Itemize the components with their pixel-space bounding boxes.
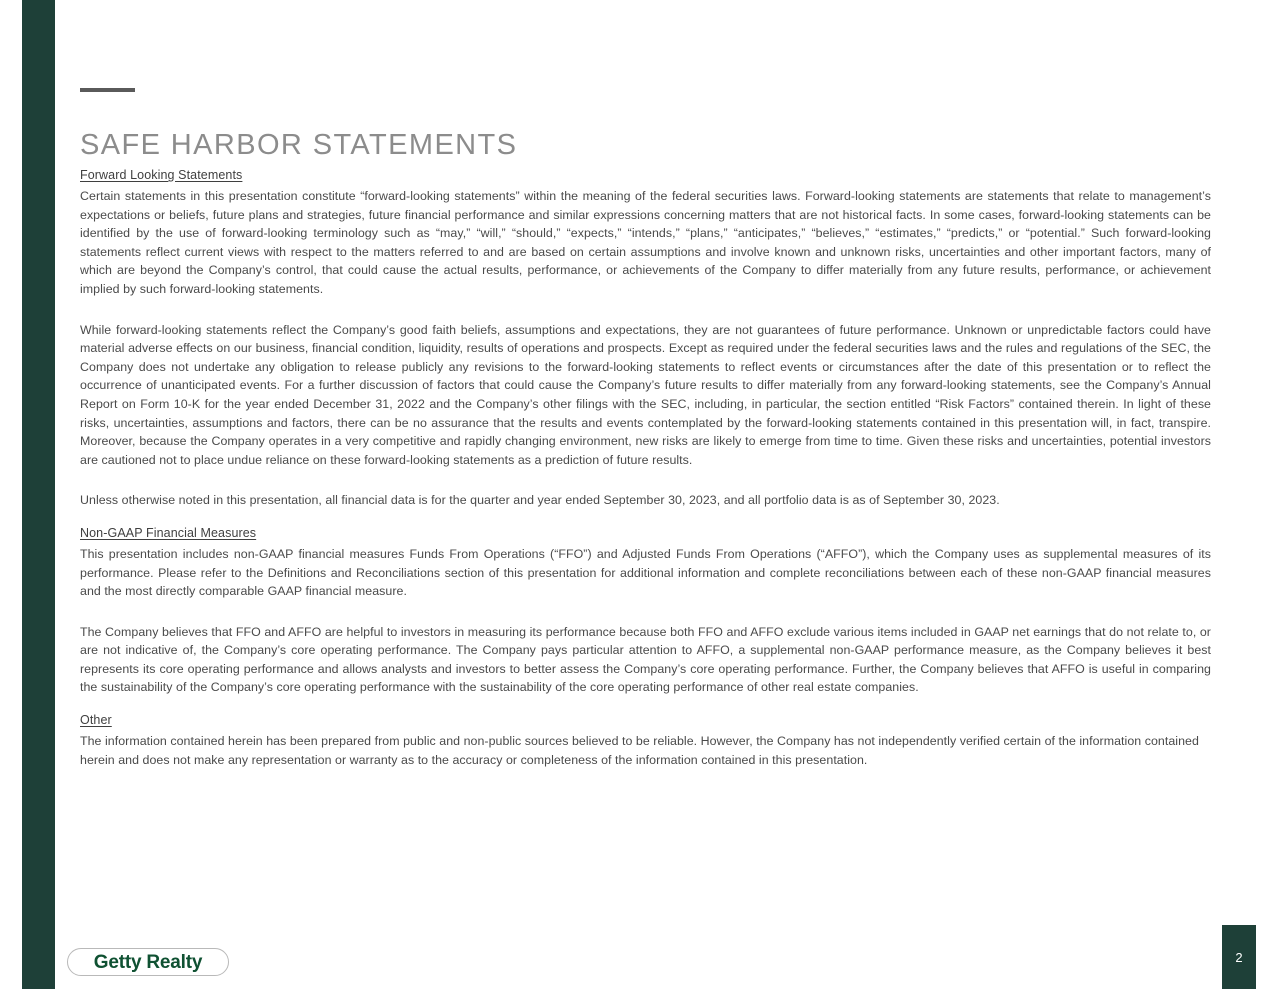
- section-non-gaap-financial-measures: [80, 526, 1211, 697]
- page-number-badge: [1222, 925, 1256, 989]
- left-accent-bar: [22, 0, 55, 989]
- forward-looking-paragraph-3: Unless otherwise noted in this presentation, all financial data is for the quarter and year ended September 30, 2023, and all portfolio data is as of September 30, 2023.: [80, 493, 1000, 508]
- page-title: SAFE HARBOR STATEMENTS: [80, 129, 518, 162]
- section-heading-other: Other: [80, 713, 112, 728]
- forward-looking-paragraph-2: While forward-looking statements reflect the Company’s good faith beliefs, assumptions and expectations, they are not guarantees of future performance. Unknown or unpredictable factors could have material adverse effects on our business, financial condition, liquidity, results of operations and prospects. Except as required under the federal securities laws and the rules and regulations of the SEC, the Company does not undertake any obligation to release publicly any revisions to the forward-looking statements to reflect events or circumstances after the date of this presentation or to reflect the occurrence of unanticipated events. For a further discussion of factors that could cause the Company’s future results to differ materially from any forward-looking statements, see the Company’s Annual Report on Form 10-K for the year ended December 31, 2022 and the Company’s other filings with the SEC, including, in particular, the section entitled “Risk Factors” contained therein. In light of these risks, uncertainties, assumptions and factors, there can be no assurance that the results and events contemplated by the forward-looking statements contained in this presentation will, in fact, transpire. Moreover, because the Company operates in a very competitive and rapidly changing environment, new risks are likely to emerge from time to time. Given these risks and uncertainties, potential investors are cautioned not to place undue reliance on these forward-looking statements as a prediction of future results.: [80, 322, 1211, 467]
- getty-realty-logo: [67, 948, 229, 976]
- page-number: 2: [1235, 949, 1243, 965]
- section-heading-non-gaap: Non-GAAP Financial Measures: [80, 525, 257, 540]
- forward-looking-paragraph-1: Certain statements in this presentation constitute “forward-looking statements” within the meaning of the federal securities laws. Forward-looking statements are statements that relate to management’s expectations or beliefs, future plans and strategies, future financial performance and similar expressions concerning matters that are not historical facts. In some cases, forward-looking statements can be identified by the use of forward-looking terminology such as “may,” “will,” “should,” “expects,” “intends,” “plans,” “anticipates,” “believes,” “estimates,” “predicts,” or “potential.” Such forward-looking statements reflect current views with respect to the matters referred to and are based on certain assumptions and involve known and unknown risks, uncertainties and other important factors, many of which are beyond the Company’s control, that could cause the actual results, performance, or achievements of the Company to differ materially from any future results, performance, or achievement implied by such forward-looking statements.: [80, 189, 1211, 296]
- slide-content: [80, 0, 1211, 989]
- section-forward-looking-statements: [80, 168, 1211, 510]
- other-paragraph-1: The information contained herein has been prepared from public and non-public sources believed to be reliable. However, the Company has not independently verified certain of the information contained herein and does not make any representation or warranty as to the accuracy or completeness of the information contained in this presentation.: [80, 734, 1199, 767]
- slide-body: [80, 168, 1211, 769]
- title-rule-divider: [80, 88, 135, 92]
- section-other: [80, 713, 1211, 769]
- logo-text: Getty Realty: [93, 951, 203, 973]
- non-gaap-paragraph-2: The Company believes that FFO and AFFO are helpful to investors in measuring its performance because both FFO and AFFO exclude various items included in GAAP net earnings that do not relate to, or are not indicative of, the Company’s core operating performance. The Company pays particular attention to AFFO, a supplemental non-GAAP performance measure, as the Company believes it best represents its core operating performance and allows analysts and investors to better assess the Company’s core operating performance. Further, the Company believes that AFFO is useful in comparing the sustainability of the Company’s core operating performance with the sustainability of the core operating performance of other real estate companies.: [80, 624, 1211, 695]
- section-heading-forward-looking: Forward Looking Statements: [80, 168, 243, 182]
- non-gaap-paragraph-1: This presentation includes non-GAAP financial measures Funds From Operations (“FFO”) and Adjusted Funds From Operations (“AFFO”), which the Company uses as supplemental measures of its performance. Please refer to the Definitions and Reconciliations section of this presentation for additional information and complete reconciliations between each of these non-GAAP financial measures and the most directly comparable GAAP financial measure.: [80, 546, 1211, 599]
